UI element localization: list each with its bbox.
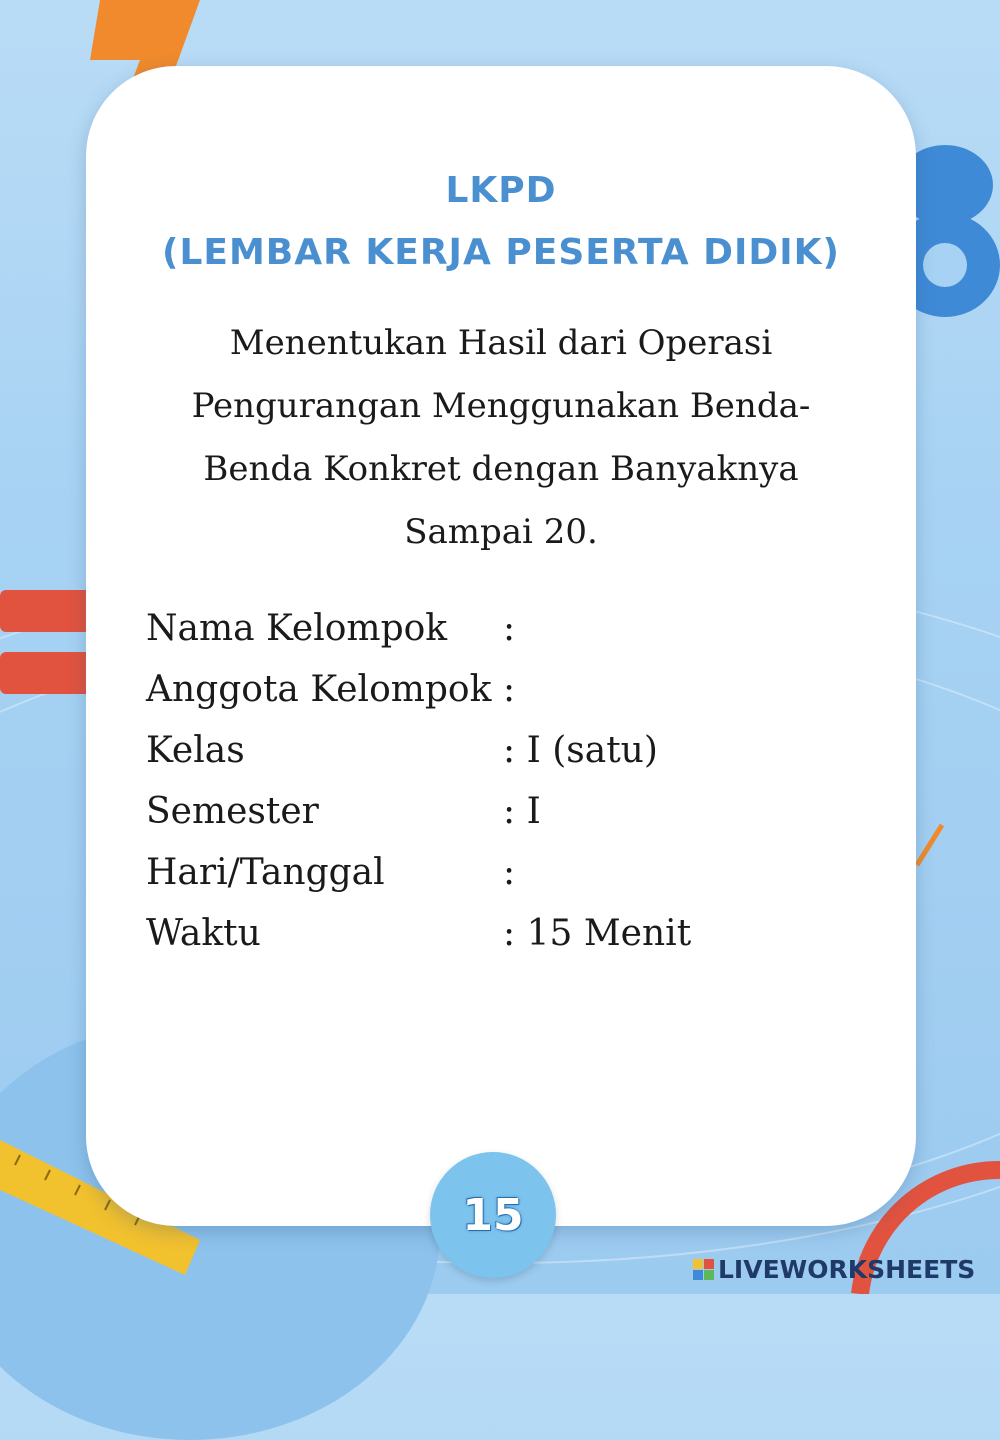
field-label: Kelas [146, 730, 245, 771]
topic-line: Menentukan Hasil dari Operasi [229, 323, 773, 363]
field-value: : I [503, 791, 541, 832]
field-value: : I (satu) [503, 730, 658, 771]
field-value: : [503, 852, 516, 893]
orange-stick-icon [912, 820, 952, 870]
red-equals-sign-icon [0, 590, 100, 710]
topic-line: Sampai 20. [404, 512, 598, 552]
field-label: Anggota Kelompok [146, 669, 492, 710]
logo-blocks-icon [693, 1259, 714, 1280]
worksheet-card [86, 66, 916, 1226]
field-label: Nama Kelompok [146, 608, 448, 649]
page-title: LKPD [445, 170, 557, 211]
topic-description [176, 312, 826, 564]
logo-text: LIVEWORKSHEETS [718, 1254, 976, 1284]
topic-line: Benda Konkret dengan Banyaknya [203, 449, 799, 489]
field-label: Hari/Tanggal [146, 852, 385, 893]
field-value: : [503, 669, 516, 710]
field-value: : [503, 608, 516, 649]
topic-line: Pengurangan Menggunakan Benda- [191, 386, 811, 426]
field-value: : 15 Menit [503, 913, 692, 954]
field-label: Semester [146, 791, 319, 832]
page-number-badge [430, 1152, 556, 1278]
page-number: 15 [462, 1189, 524, 1241]
liveworksheets-logo [693, 1254, 975, 1284]
page-subtitle: (LEMBAR KERJA PESERTA DIDIK) [161, 232, 841, 273]
blue-number-eight-icon [905, 140, 1000, 330]
field-label: Waktu [146, 913, 261, 954]
